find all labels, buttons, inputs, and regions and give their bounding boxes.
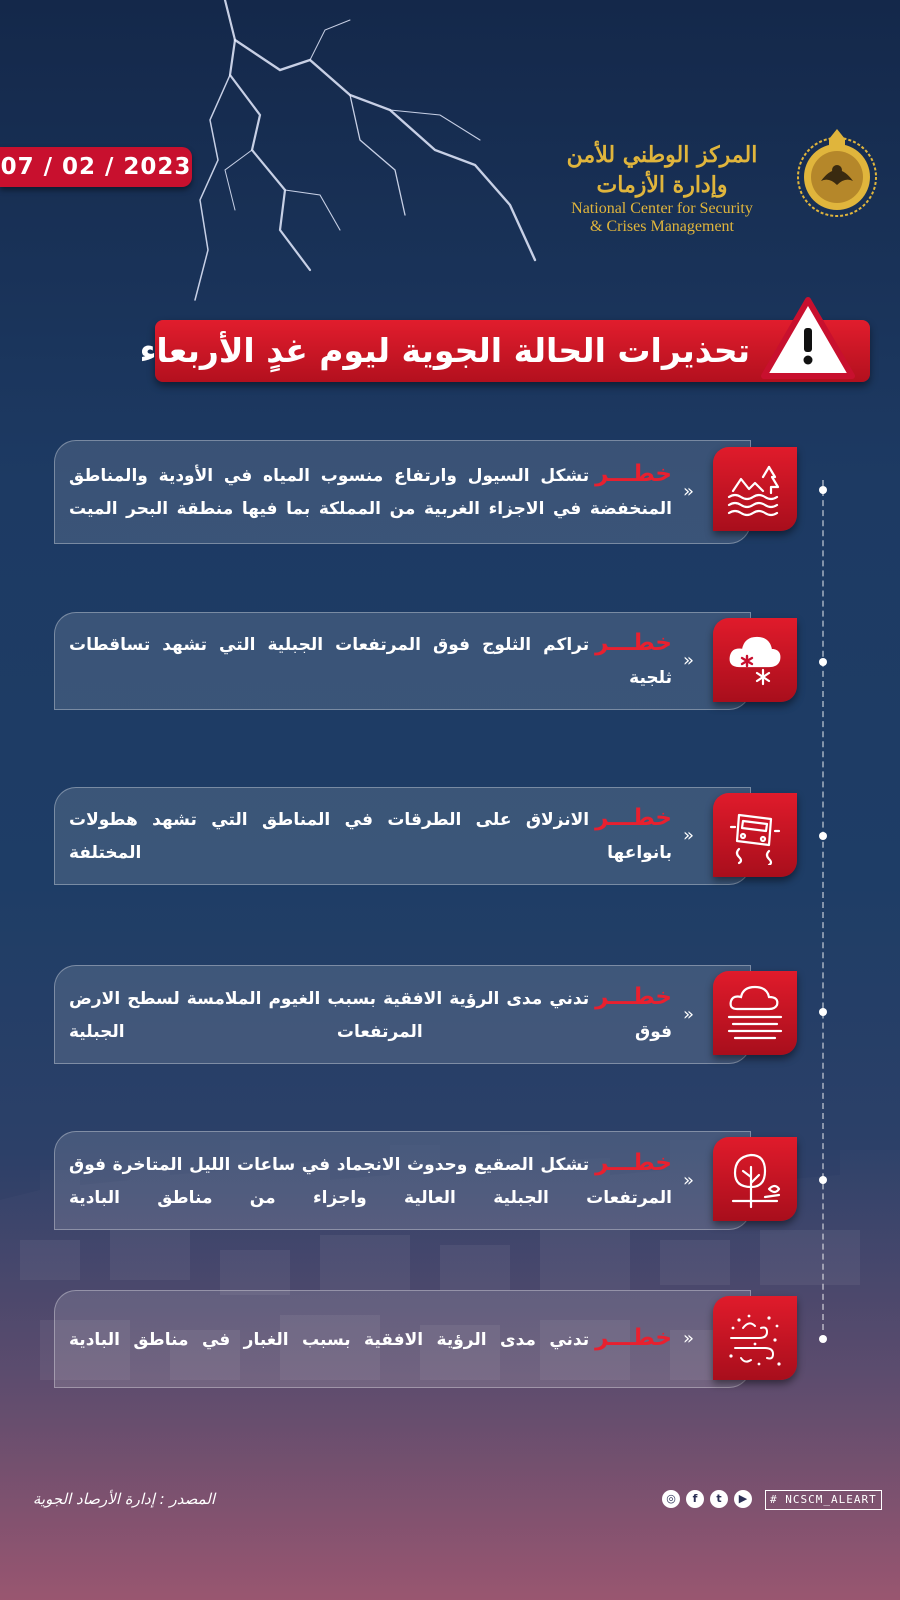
warning-card-floods [54,440,751,544]
timeline-line [822,480,824,1330]
timeline-dot [819,832,827,840]
warning-card-frost [54,1131,751,1230]
warning-text [69,1132,672,1229]
logo-english-name-line1: National Center for Security [571,200,753,217]
frost-tree-icon [713,1137,797,1221]
warning-text [69,788,672,884]
twitter-icon[interactable]: t [710,1490,728,1508]
timeline-dot [819,658,827,666]
source-credit: المصدر : إدارة الأرصاد الجوية [32,1490,215,1508]
facebook-icon[interactable]: f [686,1490,704,1508]
warning-card-snow [54,612,751,710]
car-skid-icon [713,793,797,877]
timeline-dot [819,1176,827,1184]
hashtag-label: # NCSCM_ALEART [765,1490,882,1510]
chevron-icon: » [682,1003,694,1025]
warning-text [69,613,672,709]
warning-description: تراكم الثلوج فوق المرتفعات الجبلية التي تشهد تساقطات ثلجية [69,635,672,688]
national-emblem-icon [793,125,881,221]
warning-card-low-visibility-clouds [54,965,751,1064]
chevron-icon: » [682,481,694,502]
timeline-dot [819,1335,827,1343]
warning-triangle-icon [760,296,856,380]
snow-cloud-icon [713,618,797,702]
lightning-decoration [190,0,540,310]
dust-wind-icon [713,1296,797,1380]
warning-text [69,441,672,543]
danger-label: خطـــر [595,805,672,831]
warning-description: تشكل الصقيع وحدوث الانجماد في ساعات الليل المتاخرة فوق المرتفعات الجبلية العالية واجزاء من مناطق البادية [69,1154,672,1208]
danger-label: خطـــر [595,461,672,487]
logo-english-name-line2: & Crises Management [590,218,734,235]
warning-text [69,1291,672,1387]
warning-description: تدني مدى الرؤية الافقية بسبب الغيوم الملامسة لسطح الارض فوق المرتفعات الجبلية [69,988,672,1042]
flood-icon [713,447,797,531]
timeline-dot [819,486,827,494]
warning-description: الانزلاق على الطرقات في المناطق التي تشهد هطولات بانواعها المختلفة [69,810,672,863]
date-badge: 07 / 02 / 2023 [0,147,192,187]
instagram-icon[interactable]: ◎ [662,1490,680,1508]
warning-card-slippery-roads [54,787,751,885]
danger-label: خطـــر [595,1149,672,1176]
chevron-icon: » [682,650,694,671]
warning-text [69,966,672,1063]
danger-label: خطـــر [595,630,672,656]
organization-logo-text [542,140,782,236]
danger-label: خطـــر [595,1324,672,1351]
fog-icon [713,971,797,1055]
chevron-icon: » [682,1169,694,1191]
page-title: تحذيرات الحالة الجوية ليوم غدٍ الأربعاء [139,331,750,370]
timeline-dot [819,1008,827,1016]
chevron-icon: » [682,825,694,846]
logo-arabic-name: المركز الوطني للأمن وإدارة الأزمات [566,142,758,198]
chevron-icon: » [682,1328,694,1349]
warning-description: تدني مدى الرؤية الافقية بسبب الغبار في مناطق البادية [69,1329,590,1350]
danger-label: خطـــر [595,983,672,1010]
warning-card-dust [54,1290,751,1388]
youtube-icon[interactable]: ▶ [734,1490,752,1508]
warning-description: تشكل السيول وارتفاع منسوب المياه في الأودية والمناطق المنخفضة في الاجزاء الغربية من المملكة بما فيها منطقة البحر الميت [69,466,672,519]
